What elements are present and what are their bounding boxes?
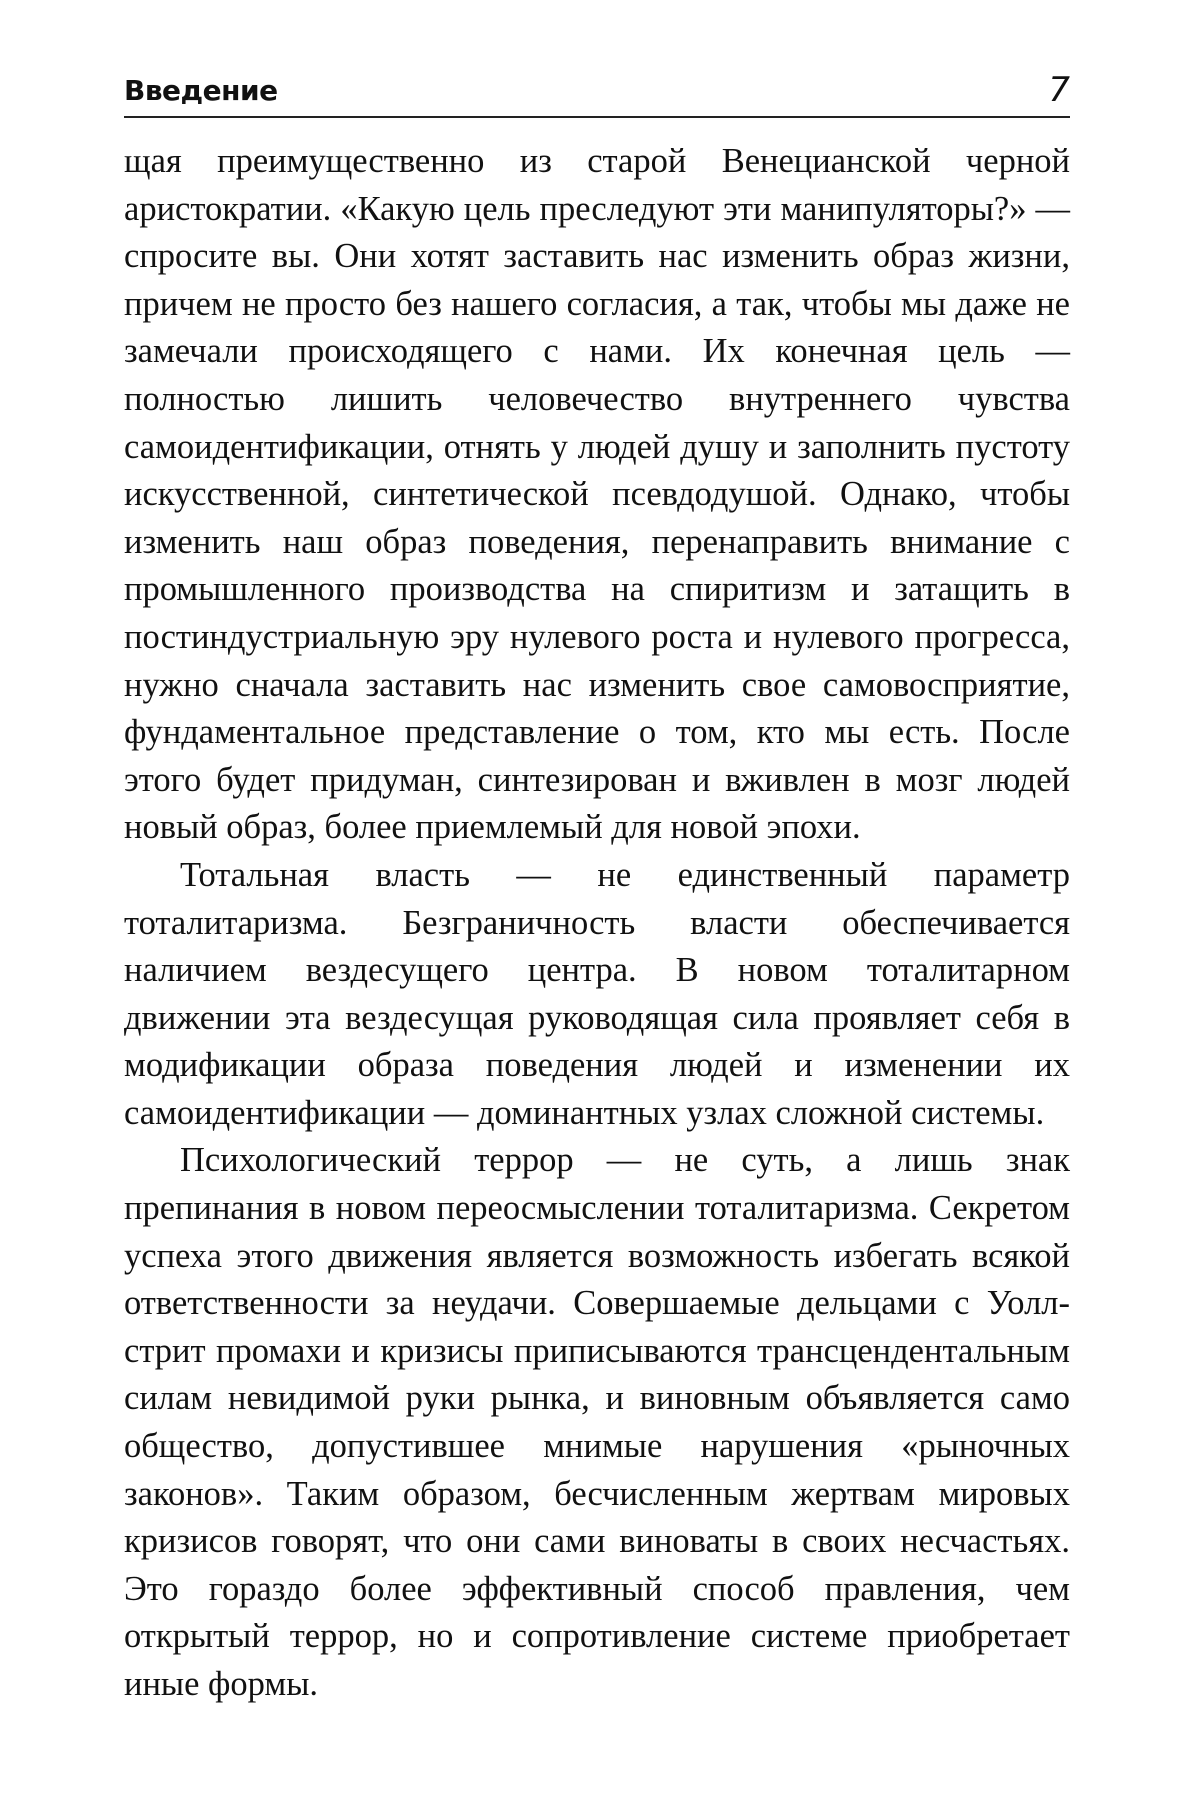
paragraph-continued: щая преимущественно из старой Венецианской черной аристократии. «Какую цель преследуют эти манипуляторы?» — спросите вы. Они хотят заставить нас изменить образ жизни, причем не просто без нашего согласия, а так, чтобы мы даже не замечали происходящего с нами. Их конечная цель — полностью лишить человечество внутреннего чувства самоидентификации, отнять у людей душу и заполнить пустоту искусственной, синтетической псевдодушой. Однако, чтобы изменить наш образ поведения, перенаправить внимание с промышленного производства на спиритизм и затащить в постиндустриальную эру нулевого роста и нулевого прогресса, нужно сначала заставить нас изменить свое самовосприятие, фундаментальное представление о том, кто мы есть. После этого будет придуман, синтезирован и вживлен в мозг людей новый образ, более приемлемый для новой эпохи. xyxy=(124,142,1070,847)
section-title: Введение xyxy=(124,74,278,107)
running-header xyxy=(124,70,1070,118)
page-number: 7 xyxy=(1048,70,1070,110)
body-text xyxy=(124,138,1070,1709)
paragraph: Психологический террор — не суть, а лишь знак препинания в новом переосмыслении тоталитаризма. Секретом успеха этого движения является возможность избегать всякой ответственности за неудачи. Совершаемые дельцами с Уолл-стрит промахи и кризисы приписываются трансцендентальным силам невидимой руки рынка, и виновным объявляется само общество, допустившее мнимые нарушения «рыночных законов». Таким образом, бесчисленным жертвам мировых кризисов говорят, что они сами виноваты в своих несчастьях. Это гораздо более эффективный способ правления, чем открытый террор, но и сопротивление системе приобретает иные формы. xyxy=(124,1141,1070,1703)
paragraph: Тотальная власть — не единственный параметр тоталитаризма. Безграничность власти обеспечивается наличием вездесущего центра. В новом тоталитарном движении эта вездесущая руководящая сила проявляет себя в модификации образа поведения людей и изменении их самоидентификации — доминантных узлах сложной системы. xyxy=(124,855,1070,1132)
